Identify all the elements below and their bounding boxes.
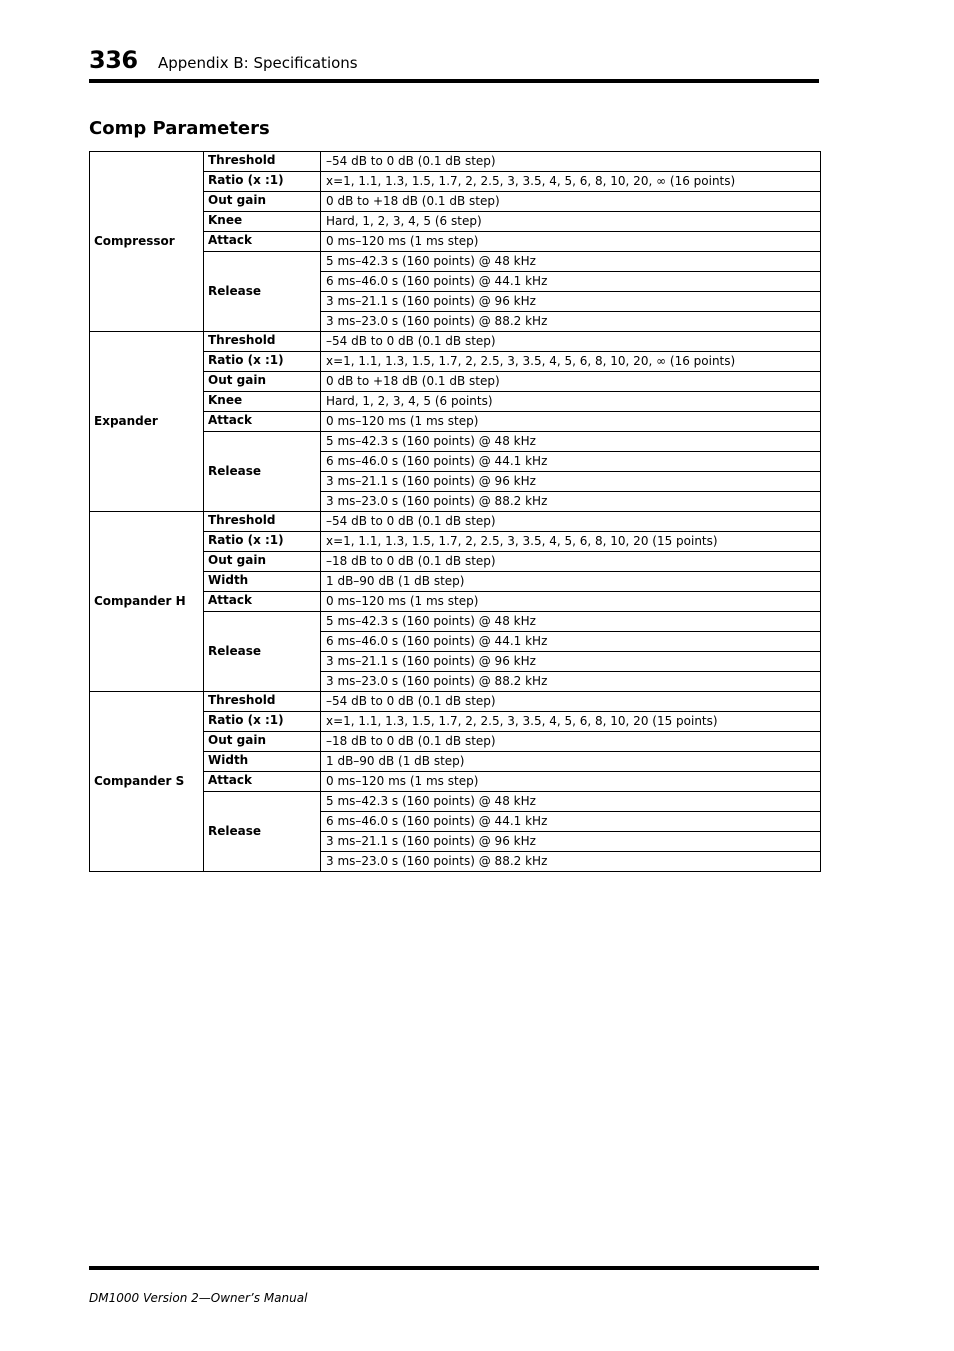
param-name-attack: Attack [204,412,321,432]
param-value: x=1, 1.1, 1.3, 1.5, 1.7, 2, 2.5, 3, 3.5, 4, 5, 6, 8, 10, 20 (15 points) [321,712,821,732]
param-value: x=1, 1.1, 1.3, 1.5, 1.7, 2, 2.5, 3, 3.5, 4, 5, 6, 8, 10, 20, ∞ (16 points) [321,172,821,192]
section-title: Comp Parameters [89,118,270,139]
param-name-release: Release [204,432,321,512]
param-name-out-gain: Out gain [204,732,321,752]
param-value: –54 dB to 0 dB (0.1 dB step) [321,512,821,532]
table-row [90,152,821,172]
param-value: 3 ms–23.0 s (160 points) @ 88.2 kHz [321,672,821,692]
table-row [90,692,821,712]
header-title: Appendix B: Specifications [158,54,358,72]
param-value: 6 ms–46.0 s (160 points) @ 44.1 kHz [321,452,821,472]
param-value: Hard, 1, 2, 3, 4, 5 (6 points) [321,392,821,412]
param-name-width: Width [204,752,321,772]
param-value: 3 ms–21.1 s (160 points) @ 96 kHz [321,472,821,492]
param-name-threshold: Threshold [204,332,321,352]
param-name-ratio-x-1: Ratio (x :1) [204,532,321,552]
param-name-attack: Attack [204,592,321,612]
param-name-threshold: Threshold [204,512,321,532]
param-value: 0 ms–120 ms (1 ms step) [321,232,821,252]
param-value: 3 ms–21.1 s (160 points) @ 96 kHz [321,292,821,312]
footer-rule [89,1266,819,1270]
param-name-out-gain: Out gain [204,552,321,572]
param-value: 3 ms–21.1 s (160 points) @ 96 kHz [321,652,821,672]
footer-text: DM1000 Version 2—Owner’s Manual [89,1291,308,1305]
param-name-release: Release [204,792,321,872]
param-value: 6 ms–46.0 s (160 points) @ 44.1 kHz [321,632,821,652]
table-row [90,512,821,532]
param-value: 5 ms–42.3 s (160 points) @ 48 kHz [321,432,821,452]
param-value: –54 dB to 0 dB (0.1 dB step) [321,152,821,172]
param-name-threshold: Threshold [204,692,321,712]
header-rule [89,79,819,83]
param-value: x=1, 1.1, 1.3, 1.5, 1.7, 2, 2.5, 3, 3.5, 4, 5, 6, 8, 10, 20, ∞ (16 points) [321,352,821,372]
group-name-expander: Expander [90,332,204,512]
param-value: 3 ms–23.0 s (160 points) @ 88.2 kHz [321,492,821,512]
group-name-compander-h: Compander H [90,512,204,692]
param-value: 5 ms–42.3 s (160 points) @ 48 kHz [321,252,821,272]
param-name-attack: Attack [204,232,321,252]
param-value: 6 ms–46.0 s (160 points) @ 44.1 kHz [321,272,821,292]
param-name-attack: Attack [204,772,321,792]
comp-parameters-table [89,151,821,872]
param-value: 1 dB–90 dB (1 dB step) [321,572,821,592]
param-value: 3 ms–23.0 s (160 points) @ 88.2 kHz [321,312,821,332]
param-value: 0 dB to +18 dB (0.1 dB step) [321,372,821,392]
param-value: Hard, 1, 2, 3, 4, 5 (6 step) [321,212,821,232]
param-name-release: Release [204,252,321,332]
param-value: 0 ms–120 ms (1 ms step) [321,592,821,612]
param-value: –18 dB to 0 dB (0.1 dB step) [321,732,821,752]
param-name-ratio-x-1: Ratio (x :1) [204,712,321,732]
param-value: –18 dB to 0 dB (0.1 dB step) [321,552,821,572]
param-name-width: Width [204,572,321,592]
param-value: 1 dB–90 dB (1 dB step) [321,752,821,772]
param-name-knee: Knee [204,392,321,412]
param-value: 6 ms–46.0 s (160 points) @ 44.1 kHz [321,812,821,832]
param-name-out-gain: Out gain [204,372,321,392]
param-value: –54 dB to 0 dB (0.1 dB step) [321,692,821,712]
param-name-ratio-x-1: Ratio (x :1) [204,352,321,372]
page-number: 336 [89,46,138,74]
param-value: 5 ms–42.3 s (160 points) @ 48 kHz [321,792,821,812]
param-value: 3 ms–21.1 s (160 points) @ 96 kHz [321,832,821,852]
param-name-out-gain: Out gain [204,192,321,212]
param-value: 5 ms–42.3 s (160 points) @ 48 kHz [321,612,821,632]
param-value: 3 ms–23.0 s (160 points) @ 88.2 kHz [321,852,821,872]
param-value: –54 dB to 0 dB (0.1 dB step) [321,332,821,352]
group-name-compressor: Compressor [90,152,204,332]
page-header [89,44,819,84]
param-value: 0 ms–120 ms (1 ms step) [321,772,821,792]
param-value: 0 ms–120 ms (1 ms step) [321,412,821,432]
param-value: x=1, 1.1, 1.3, 1.5, 1.7, 2, 2.5, 3, 3.5, 4, 5, 6, 8, 10, 20 (15 points) [321,532,821,552]
table-row [90,332,821,352]
group-name-compander-s: Compander S [90,692,204,872]
param-name-release: Release [204,612,321,692]
param-name-ratio-x-1: Ratio (x :1) [204,172,321,192]
param-name-knee: Knee [204,212,321,232]
param-value: 0 dB to +18 dB (0.1 dB step) [321,192,821,212]
param-name-threshold: Threshold [204,152,321,172]
comp-parameters-table-body [90,152,821,872]
